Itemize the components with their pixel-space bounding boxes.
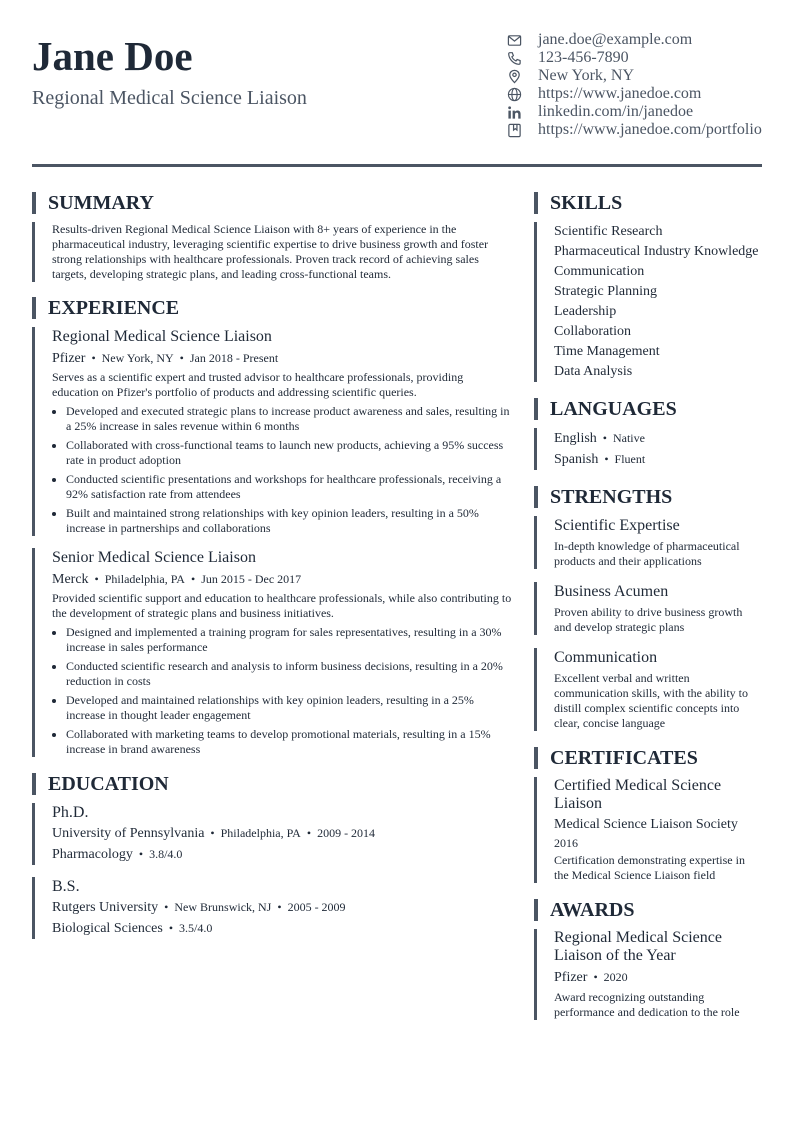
skill-item: Data Analysis xyxy=(554,364,633,379)
certificate-item xyxy=(534,777,762,883)
gpa: 3.5/4.0 xyxy=(179,921,213,935)
field-of-study: Biological Sciences xyxy=(52,921,163,936)
contact-email-text: jane.doe@example.com xyxy=(538,31,693,48)
job-location: Philadelphia, PA xyxy=(104,572,185,586)
languages-heading: LANGUAGES xyxy=(534,398,762,420)
job-meta: Merck • Philadelphia, PA • Jun 2015 - Dec 2017 xyxy=(52,572,302,587)
header-divider xyxy=(32,164,762,167)
strength-item xyxy=(534,516,762,569)
experience-item xyxy=(32,548,512,757)
award-item xyxy=(534,929,762,1020)
contact-linkedin-text: linkedin.com/in/janedoe xyxy=(538,103,694,120)
education-item xyxy=(32,877,512,939)
contact-phone-text: 123-456-7890 xyxy=(538,49,629,66)
school-line: University of Pennsylvania • Philadelphia, PA • 2009 - 2014 xyxy=(52,826,376,841)
summary-text: Results-driven Regional Medical Science Liaison with 8+ years of experience in the pharmaceutical industry, leveraging scientific expertise to drive business growth and foster strong relationships with healthcare professionals. Proven track record of achieving sales targets, developing strategic plans, and leading cross-functional teams. xyxy=(52,222,489,281)
summary-section xyxy=(32,222,512,282)
linkedin-icon xyxy=(506,104,522,120)
award-title: Regional Medical Science Liaison of the Year xyxy=(554,929,722,964)
summary-heading: SUMMARY xyxy=(32,192,512,214)
strengths-heading: STRENGTHS xyxy=(534,486,762,508)
strength-description: Proven ability to drive business growth and develop strategic plans xyxy=(554,605,743,634)
contact-website-text: https://www.janedoe.com xyxy=(538,85,702,102)
contact-linkedin[interactable] xyxy=(506,103,762,121)
achievement-item: • Developed and executed strategic plans to increase product awareness and sales, resulting in a 25% increase in sales revenue within 6 months xyxy=(66,404,512,434)
experience-heading: EXPERIENCE xyxy=(32,297,512,319)
certificate-organization: Medical Science Liaison Society xyxy=(554,817,738,832)
contact-portfolio[interactable] xyxy=(506,121,762,139)
skill-item: Leadership xyxy=(554,304,617,319)
bookmark-icon xyxy=(506,122,522,138)
language-level: Native xyxy=(612,431,645,445)
job-description: Serves as a scientific expert and trusted advisor to healthcare professionals, providing education on Pfizer's portfolio of products and addressing scientific queries. xyxy=(52,370,464,399)
skill-item: Time Management xyxy=(554,344,660,359)
job-description: Provided scientific support and education to healthcare professionals, while also contributing to the development of strategic plans and business initiatives. xyxy=(52,591,512,620)
school-dates: 2005 - 2009 xyxy=(287,900,346,914)
language-item: Spanish • Fluent xyxy=(554,452,646,467)
contact-phone[interactable] xyxy=(506,49,762,67)
school-dates: 2009 - 2014 xyxy=(317,826,376,840)
resume-page xyxy=(32,0,762,1019)
school-name: Rutgers University xyxy=(52,900,159,915)
school-name: University of Pennsylvania xyxy=(52,826,205,841)
school-location: New Brunswick, NJ xyxy=(174,900,272,914)
mail-icon xyxy=(506,32,522,48)
experience-item xyxy=(32,327,512,536)
globe-icon xyxy=(506,86,522,102)
certificate-year: 2016 xyxy=(554,836,578,850)
achievement-item: • Conducted scientific presentations and workshops for healthcare professionals, receiving a 92% satisfaction rate from attendees xyxy=(66,472,512,502)
contact-location xyxy=(506,67,762,85)
award-description: Award recognizing outstanding performance and dedication to the role xyxy=(554,990,740,1019)
strength-title: Scientific Expertise xyxy=(554,517,680,534)
phone-icon xyxy=(506,50,522,66)
strength-description: In-depth knowledge of pharmaceutical products and their applications xyxy=(554,539,740,568)
degree: B.S. xyxy=(52,878,80,895)
skill-item: Collaboration xyxy=(554,324,631,339)
skills-section xyxy=(534,222,762,382)
location-pin-icon xyxy=(506,68,522,84)
contact-email[interactable] xyxy=(506,31,762,49)
certificates-heading: CERTIFICATES xyxy=(534,747,762,769)
skills-heading: SKILLS xyxy=(534,192,762,214)
contact-location-text: New York, NY xyxy=(538,67,635,84)
strength-title: Communication xyxy=(554,649,658,666)
achievement-item: • Built and maintained strong relationships with key opinion leaders, resulting in a 50% increase in partnerships and collaborations xyxy=(66,506,512,536)
job-dates: Jun 2015 - Dec 2017 xyxy=(201,572,302,586)
skill-item: Pharmaceutical Industry Knowledge xyxy=(554,244,759,259)
candidate-title: Regional Medical Science Liaison xyxy=(32,87,307,109)
field-line: Biological Sciences • 3.5/4.0 xyxy=(52,921,213,936)
job-achievements xyxy=(52,625,512,757)
skill-item: Communication xyxy=(554,264,645,279)
achievement-item: • Collaborated with cross-functional teams to launch new products, achieving a 95% success rate in product adoption xyxy=(66,438,512,468)
strength-description: Excellent verbal and written communication skills, with the ability to distill complex scientific concepts into clear, concise language xyxy=(554,671,748,730)
achievement-item: • Designed and implemented a training program for sales representatives, resulting in a 30% increase in sales performance xyxy=(66,625,512,655)
strength-item xyxy=(534,582,762,635)
resume-header xyxy=(32,0,762,168)
language-item: English • Native xyxy=(554,431,645,446)
right-column xyxy=(534,192,762,1020)
language-name: English xyxy=(554,431,597,446)
job-company: Pfizer xyxy=(52,351,86,366)
contact-list xyxy=(506,31,762,139)
languages-section xyxy=(534,428,762,470)
job-title: Senior Medical Science Liaison xyxy=(52,549,256,566)
award-organization: Pfizer xyxy=(554,970,588,985)
field-of-study: Pharmacology xyxy=(52,847,133,862)
achievement-item: • Developed and maintained relationships with key opinion leaders, resulting in a 25% increase in thought leader engagement xyxy=(66,693,512,723)
education-item xyxy=(32,803,512,865)
achievement-item: • Conducted scientific research and analysis to inform business decisions, resulting in a 20% reduction in costs xyxy=(66,659,512,689)
achievement-item: • Collaborated with marketing teams to develop promotional materials, resulting in a 15% increase in brand awareness xyxy=(66,727,512,757)
job-title: Regional Medical Science Liaison xyxy=(52,328,272,345)
award-year: 2020 xyxy=(603,970,628,984)
awards-heading: AWARDS xyxy=(534,899,762,921)
award-meta: Pfizer • 2020 xyxy=(554,970,628,985)
gpa: 3.8/4.0 xyxy=(149,847,183,861)
skill-item: Strategic Planning xyxy=(554,284,658,299)
job-meta: Pfizer • New York, NY • Jan 2018 - Present xyxy=(52,351,279,366)
candidate-name: Jane Doe xyxy=(32,33,193,79)
strength-item xyxy=(534,648,762,731)
contact-portfolio-text: https://www.janedoe.com/portfolio xyxy=(538,121,762,138)
certificate-title: Certified Medical Science Liaison xyxy=(554,777,722,812)
job-location: New York, NY xyxy=(101,351,174,365)
left-column xyxy=(32,192,512,939)
job-dates: Jan 2018 - Present xyxy=(189,351,279,365)
school-line: Rutgers University • New Brunswick, NJ • 2005 - 2009 xyxy=(52,900,346,915)
job-achievements xyxy=(52,404,512,536)
field-line: Pharmacology • 3.8/4.0 xyxy=(52,847,183,862)
strength-title: Business Acumen xyxy=(554,583,669,600)
contact-website[interactable] xyxy=(506,85,762,103)
certificate-description: Certification demonstrating expertise in the Medical Science Liaison field xyxy=(554,853,745,882)
degree: Ph.D. xyxy=(52,804,89,821)
language-name: Spanish xyxy=(554,452,599,467)
school-location: Philadelphia, PA xyxy=(220,826,301,840)
skill-item: Scientific Research xyxy=(554,224,663,239)
language-level: Fluent xyxy=(614,452,646,466)
job-company: Merck xyxy=(52,572,89,587)
education-heading: EDUCATION xyxy=(32,773,512,795)
